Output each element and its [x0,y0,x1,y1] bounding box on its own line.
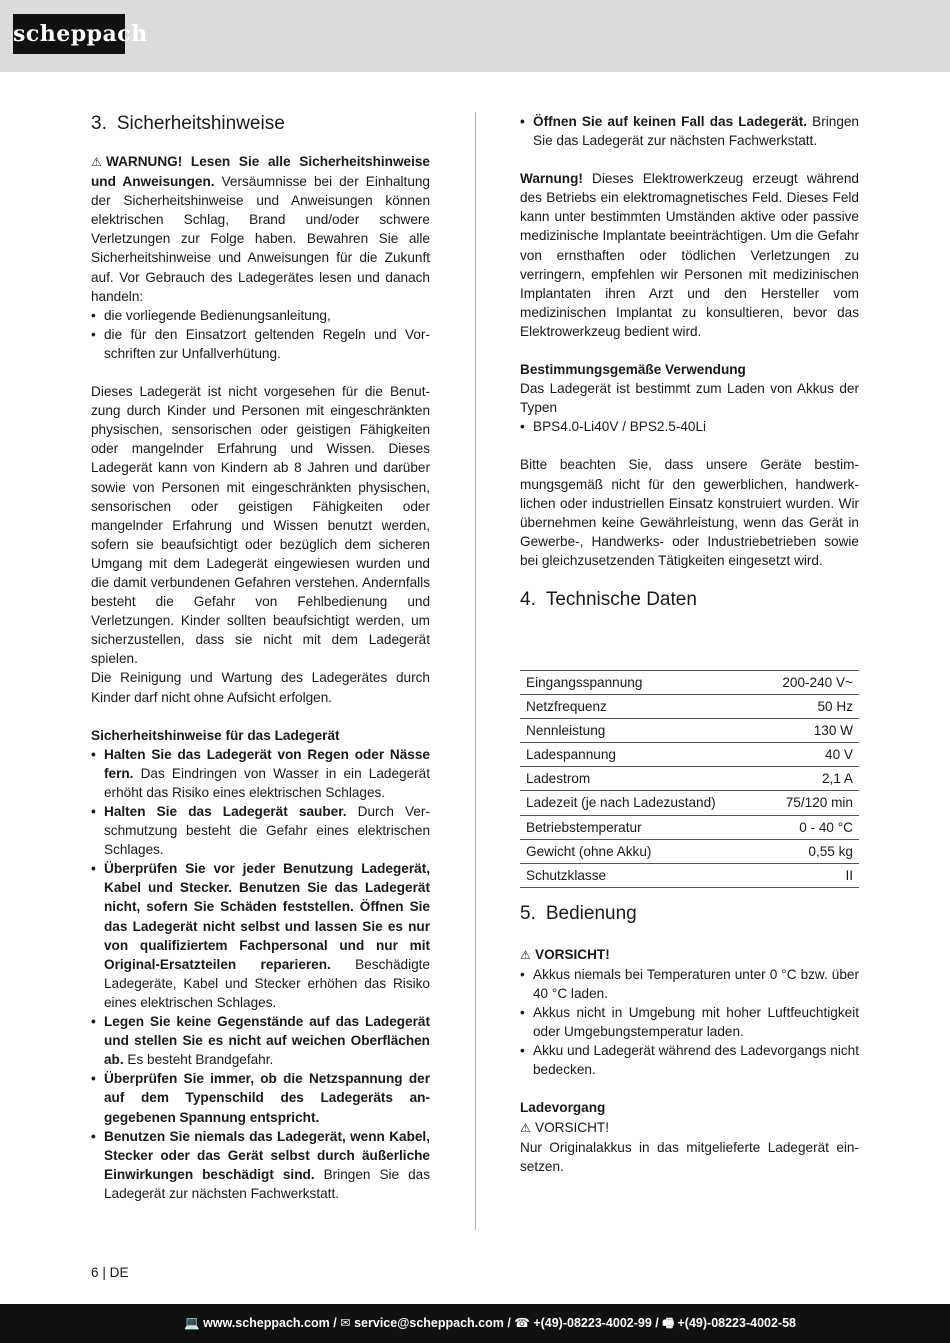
list-item: • die vorliegende Bedienungsanleitung, [91,306,430,325]
brand-logo: scheppach [13,14,125,54]
table-row: Betriebstemperatur 0 - 40 °C [520,815,859,839]
table-row: Netzfrequenz 50 Hz [520,695,859,719]
list-item: • die für den Einsatzort geltenden Regeln und Vorschriften zur Unfallverhütung. [91,325,430,363]
rules-list [91,306,430,363]
charging-caution: ⚠ VORSICHT! [520,1118,859,1138]
open-warning-list [520,112,859,150]
list-item: • Öffnen Sie auf keinen Fall das Ladegerät. Bringen Sie das Ladegerät zur nächsten Fachwerkstatt. [520,112,859,150]
page-number: 6 | DE [91,1265,129,1280]
cleaning-paragraph: Die Reinigung und Wartung des Ladegerätes durch Kinder darf nicht ohne Aufsicht erfolgen. [91,670,430,705]
list-item: • Überprüfen Sie vor jeder Benutzung Ladegerät, Kabel und Stecker. Benutzen Sie das Ladegerät nicht, sofern Sie Schäden feststellen. Öffnen Sie das Ladegerät nicht selbst und lassen Sie es nur von qualifiziertem Fachpersonal und nur mit Original-Ersatzteilen reparieren. Beschädigte Ladegeräte, Kabel und Stecker erhöhen das Risiko eines elektrischen Schlages. [91,859,430,1012]
table-row: Ladestrom 2,1 A [520,767,859,791]
section-4-heading: 4. Technische Daten [520,588,697,610]
list-item: • Akku und Ladegerät während des Ladevorgangs nicht bedecken. [520,1041,859,1079]
list-item: • BPS4.0-Li40V / BPS2.5-40Li [520,417,859,436]
table-row: Eingangsspannung 200-240 V~ [520,670,859,694]
list-item: • Überprüfen Sie immer, ob die Netzspannung der auf dem Typenschild des Ladegeräts angegebenen Spannung entspricht. [91,1069,430,1126]
intended-use-text: Das Ladegerät ist bestimmt zum Laden von Akkus der Typen [520,381,859,416]
section-5-heading: 5. Bedienung [520,902,637,924]
charger-safety-list [91,745,430,1203]
caution-title: ⚠ VORSICHT! [520,945,859,965]
section-3-heading: 3. Sicherheitshinweise [91,113,285,134]
warning-triangle-icon: ⚠ [520,947,531,962]
table-row: Schutzklasse II [520,863,859,887]
charging-title: Ladevorgang [520,1100,606,1116]
list-item: • Legen Sie keine Gegenstände auf das Ladegerät und stellen Sie es nicht auf weichen Oberflächen ab. Es besteht Brandgefahr. [91,1012,430,1069]
charging-text: Nur Originalakkus in das mitgelieferte Ladegerät einsetzen. [520,1139,859,1174]
warning-triangle-icon: ⚠ [91,155,102,169]
battery-types-list [520,417,859,436]
table-row: Nennleistung 130 W [520,719,859,743]
charger-safety-title: Sicherheitshinweise für das Ladegerät [91,727,340,743]
table-row: Ladezeit (je nach Ladezustand) 75/120 min [520,791,859,815]
list-item: • Halten Sie das Ladegerät sauber. Durch Verschmutzung besteht die Gefahr eines elektrischen Schlages. [91,802,430,859]
children-paragraph: Dieses Ladegerät ist nicht vorgesehen für die Benutzung durch Kinder und Personen mit eingeschränkten physischen, sensorischen oder geistigen Fähigkeiten oder mangelnder Erfahrung und Wissen. Dieses Ladegerät kann von Kindern ab 8 Jahren und darüber sowie von Personen mit eingeschränkten physischen, sensorischen oder geistigen Fähigkeiten oder mangelnder Erfahrung und Wissen benutzt werden, sofern sie beaufsichtigt oder bezüglich dem sicheren Umgang mit dem Ladegerät eingewiesen wurden und die damit verbundenen Gefahren verstehen. Andernfalls besteht die Gefahr von Fehlbedienung und Verletzungen. Kinder sollten beaufsichtigt werden, um sicherzustellen, dass sie nicht mit dem Ladegerät spielen. [91,384,430,667]
list-item: • Benutzen Sie niemals das Ladegerät, wenn Kabel, Stecker oder das Gerät selbst durch äußerliche Einwirkungen beschädigt sind. Bringen Sie das Ladegerät zur nächsten Fachwerkstatt. [91,1127,430,1203]
computer-icon: 💻 [184,1316,204,1330]
list-item: • Akkus niemals bei Temperaturen unter 0 °C bzw. über 40 °C laden. [520,965,859,1003]
right-column [520,112,859,1176]
footer-contact-bar [0,1304,950,1343]
intended-use-title: Bestimmungsgemäße Verwendung [520,362,746,378]
warning-triangle-icon: ⚠ [520,1120,531,1135]
list-item: • Halten Sie das Ladegerät von Regen oder Nässe fern. Das Eindringen von Wasser in ein Ladegerät erhöht das Risiko eines elektrischen Schlages. [91,745,430,802]
table-row: Gewicht (ohne Akku) 0,55 kg [520,839,859,863]
list-item: • Akkus nicht in Umgebung mit hoher Luftfeuchtigkeit oder Umgebungstemperatur laden. [520,1003,859,1041]
caution-list [520,965,859,1080]
contact-text: www.scheppach.com / ✉ service@scheppach.com / ☎ +(49)-08223-4002-99 / 🖷 +(49)-08223-4002-58 [203,1316,796,1330]
technical-data-table [520,670,859,888]
left-column [91,112,430,1203]
commercial-use-note: Bitte beachten Sie, dass unsere Geräte bestimmungsgemäß nicht für den gewerblichen, handwerklichen oder industriellen Einsatz konstruiert wurden. Wir übernehmen keine Gewährleistung, wenn das Gerät in Gewerbe-, Handwerks- oder Industriebetrieben sowie bei gleichzusetzenden Tätigkeiten eingesetzt wird. [520,457,859,568]
em-field-paragraph: Warnung! Dieses Elektrowerkzeug erzeugt während des Betriebs ein elektromagnetisches Feld. Dieses Feld kann unter bestimmten Umständen aktive oder passive medizinische Implantate beeinträchtigen. Um die Gefahr von ernsthaften oder tödlichen Verletzungen zu verringern, empfehlen wir Personen mit medizinischen Implantaten ihren Arzt und den Hersteller vom medizinischen Implantat zu konsultieren, bevor das Elektrowerkzeug bedient wird. [520,171,859,339]
table-row: Ladespannung 40 V [520,743,859,767]
column-divider [475,112,476,1230]
warning-paragraph: ⚠ WARNUNG! Lesen Sie alle Sicherheitshinweise und Anweisungen. Versäumnisse bei der Einhaltung der Sicherheitshinweise und Anweisungen können elektrischen Schlag, Brand und/oder schwere Verletzungen zur Folge haben. Bewahren Sie alle Sicherheitshinweise und Anweisungen für die Zukunft auf. Vor Gebrauch des Ladegerätes lesen und danach handeln: [91,154,430,304]
